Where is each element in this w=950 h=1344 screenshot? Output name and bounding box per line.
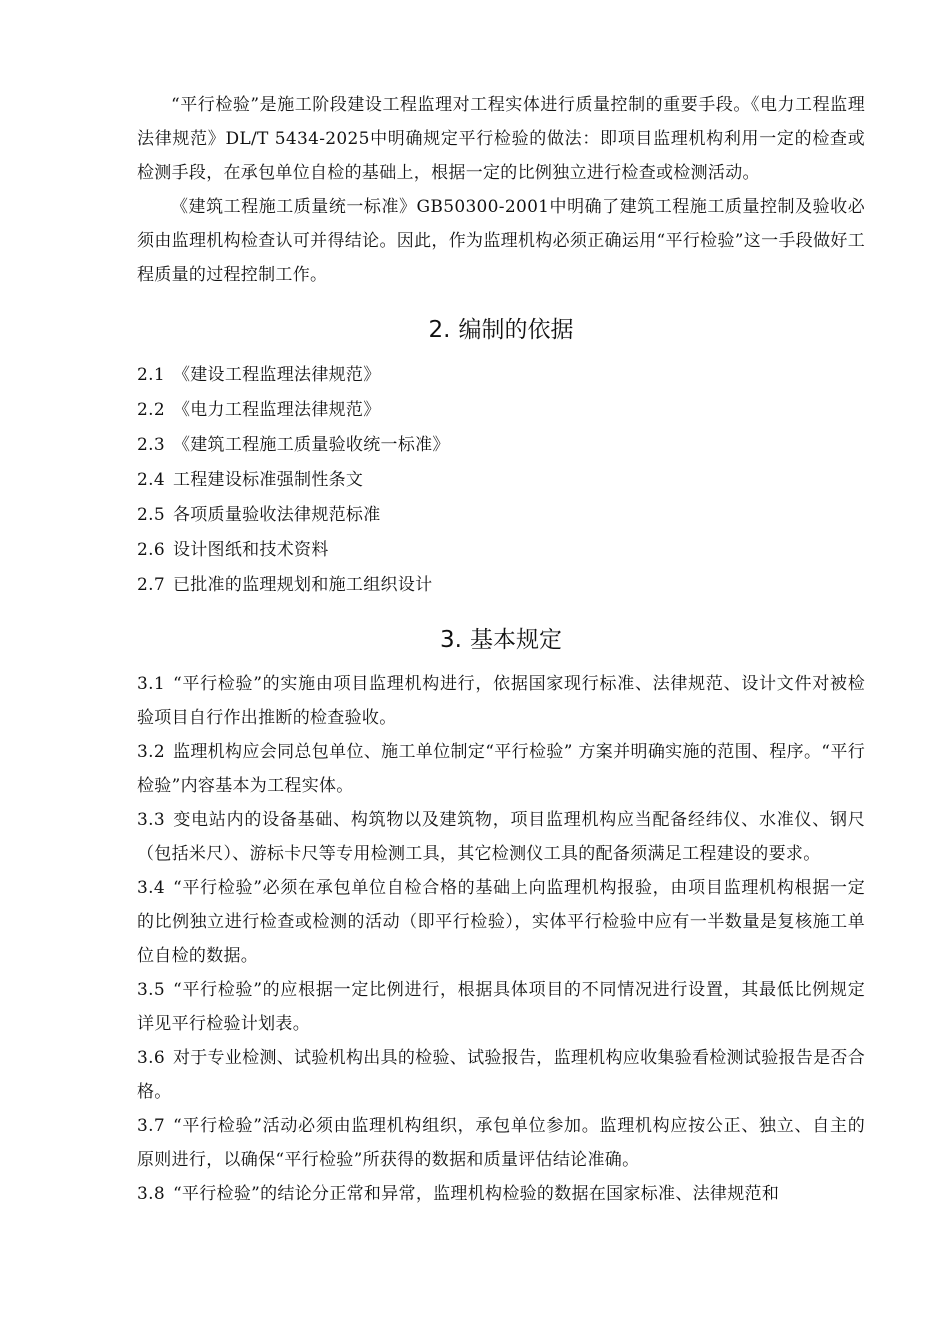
- rule-text: 对于专业检测、试验机构出具的检验、试验报告，监理机构应收集验看检测试验报告是否合格。: [137, 1048, 865, 1102]
- rule-text: “平行检验”的结论分正常和异常，监理机构检验的数据在国家标准、法律规范和: [172, 1184, 780, 1204]
- rule-item: [137, 973, 865, 1041]
- list-item-text: 《建设工程监理法律规范》: [172, 365, 381, 385]
- list-item-text: 工程建设标准强制性条文: [172, 470, 364, 490]
- list-item: [137, 533, 865, 568]
- section-3-heading: [137, 623, 865, 657]
- section-3-number: 3.: [440, 627, 462, 653]
- rule-text: “平行检验”活动必须由监理机构组织，承包单位参加。监理机构应按公正、独立、自主的原则进行，以确保“平行检验”所获得的数据和质量评估结论准确。: [137, 1116, 865, 1170]
- list-item-text: 设计图纸和技术资料: [172, 540, 329, 560]
- list-item-text: 《电力工程监理法律规范》: [172, 400, 381, 420]
- list-item: [137, 568, 865, 603]
- section-2-number: 2.: [428, 317, 451, 343]
- rule-text: 变电站内的设备基础、构筑物以及建筑物，项目监理机构应当配备经纬仪、水准仪、钢尺（包括米尺）、游标卡尺等专用检测工具，其它检测仪工具的配备须满足工程建设的要求。: [137, 810, 865, 864]
- rule-item: [137, 803, 865, 871]
- list-item: [137, 463, 865, 498]
- list-item-number: 2.2: [137, 400, 165, 420]
- rule-item: [137, 1177, 865, 1211]
- intro-paragraph-1: “平行检验”是施工阶段建设工程监理对工程实体进行质量控制的重要手段。《电力工程监理法律规范》DL/T 5434-2025中明确规定平行检验的做法：即项目监理机构利用一定的检查或检测手段，在承包单位自检的基础上，根据一定的比例独立进行检查或检测活动。: [137, 95, 865, 183]
- section-2-list: [137, 358, 865, 603]
- list-item: [137, 358, 865, 393]
- rule-number: 3.5: [137, 980, 165, 1000]
- rule-number: 3.6: [137, 1048, 165, 1068]
- rule-number: 3.2: [137, 742, 165, 762]
- rule-item: [137, 667, 865, 735]
- list-item-number: 2.6: [137, 540, 165, 560]
- page-content: [137, 88, 865, 1211]
- list-item-number: 2.4: [137, 470, 165, 490]
- list-item-number: 2.5: [137, 505, 165, 525]
- section-3-list: [137, 667, 865, 1211]
- rule-item: [137, 1109, 865, 1177]
- list-item-number: 2.3: [137, 435, 165, 455]
- rule-text: “平行检验”的应根据一定比例进行，根据具体项目的不同情况进行设置，其最低比例规定详见平行检验计划表。: [137, 980, 865, 1034]
- list-item-text: 各项质量验收法律规范标准: [172, 505, 381, 525]
- list-item-text: 《建筑工程施工质量验收统一标准》: [172, 435, 450, 455]
- rule-item: [137, 1041, 865, 1109]
- list-item: [137, 428, 865, 463]
- rule-text: 监理机构应会同总包单位、施工单位制定“平行检验” 方案并明确实施的范围、程序。“平行检验”内容基本为工程实体。: [137, 742, 865, 796]
- rule-text: “平行检验”必须在承包单位自检合格的基础上向监理机构报验，由项目监理机构根据一定的比例独立进行检查或检测的活动（即平行检验），实体平行检验中应有一半数量是复核施工单位自检的数据。: [137, 878, 865, 966]
- rule-item: [137, 871, 865, 973]
- rule-number: 3.7: [137, 1116, 165, 1136]
- rule-number: 3.4: [137, 878, 165, 898]
- rule-number: 3.1: [137, 674, 165, 694]
- intro-paragraph-2: 《建筑工程施工质量统一标准》GB50300-2001中明确了建筑工程施工质量控制及验收必须由监理机构检查认可并得结论。因此，作为监理机构必须正确运用“平行检验”这一手段做好工程质量的过程控制工作。: [137, 197, 865, 285]
- rule-number: 3.8: [137, 1184, 165, 1204]
- rule-item: [137, 735, 865, 803]
- section-3-title: 基本规定: [469, 627, 562, 653]
- list-item: [137, 498, 865, 533]
- section-2-title: 编制的依据: [458, 317, 574, 343]
- section-2-heading: [137, 313, 865, 347]
- list-item-text: 已批准的监理规划和施工组织设计: [172, 575, 433, 595]
- rule-number: 3.3: [137, 810, 165, 830]
- list-item-number: 2.7: [137, 575, 165, 595]
- list-item: [137, 393, 865, 428]
- list-item-number: 2.1: [137, 365, 165, 385]
- rule-text: “平行检验”的实施由项目监理机构进行，依据国家现行标准、法律规范、设计文件对被检验项目自行作出推断的检查验收。: [137, 674, 865, 728]
